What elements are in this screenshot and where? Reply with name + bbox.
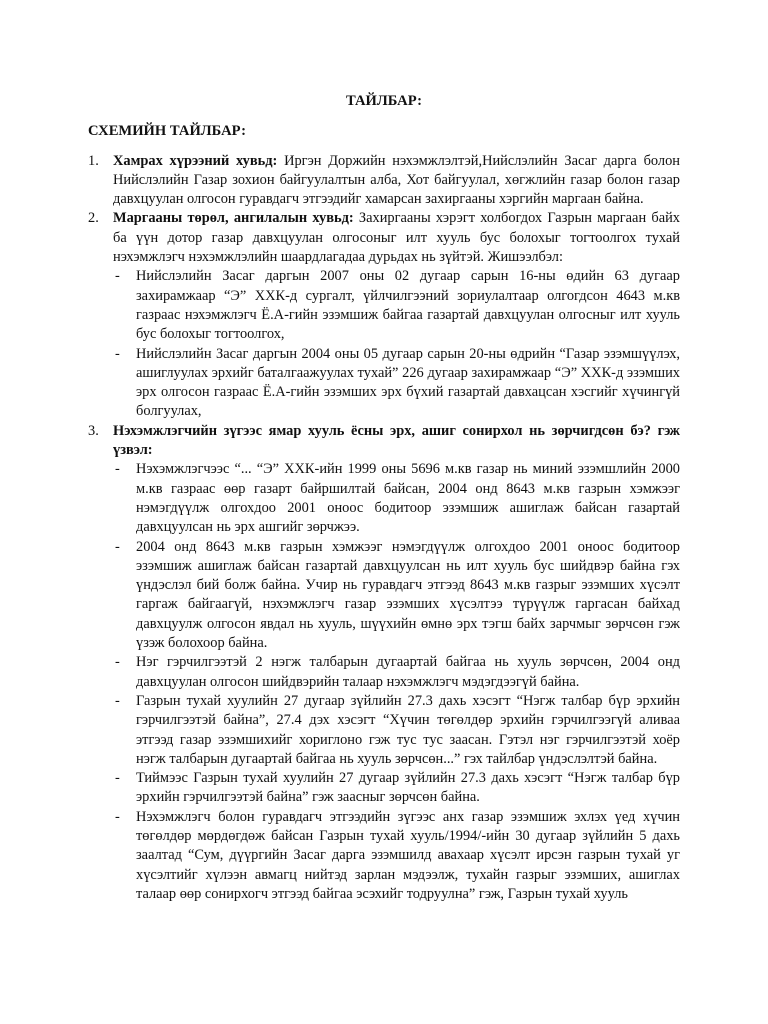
dash-bullet: - — [115, 345, 120, 362]
dash-bullet: - — [115, 692, 120, 709]
explanation-list — [88, 152, 680, 905]
list-item-1 — [88, 152, 680, 210]
dash-list-item — [113, 769, 680, 808]
dash-list-item — [113, 345, 680, 422]
item-paragraph — [113, 422, 680, 461]
item-paragraph — [113, 152, 680, 210]
dash-item-text: Нийслэлийн Засаг даргын 2004 оны 05 дугаар сарын 20-ны өдрийн “Газар эзэмшүүлэх, ашиглуулах эрхийг баталгаажуулах тухай” 226 дугаар захирамжаар “Э” ХХК-д эзэмших эрх олгосон газраас Ё.А-гийн эзэмших эрх бүхий газартай давхацсан хэсгийг хүчингүй болгуулах, — [136, 345, 680, 420]
item-number: 3. — [88, 422, 99, 439]
item-text: Захиргааны хэрэгт холбогдох Газрын маргаан байх ба үүн дотор газар давхцуулан олгосоныг илт хууль бус болохыг тогтоолгох тухай нэхэмжлэгч нэхэмжлэлийн шаардлагадаа дурьдах нь зүйтэй. Жишээлбэл: — [113, 210, 680, 266]
item-paragraph — [113, 209, 680, 267]
dash-list-item — [113, 460, 680, 537]
dash-bullet: - — [115, 654, 120, 671]
item-heading: Хамрах хүрээний хувьд: — [113, 152, 278, 169]
dash-list-item — [113, 267, 680, 344]
item-text: Иргэн Доржийн нэхэмжлэлтэй,Нийслэлийн Засаг дарга болон Нийслэлийн Газар зохион байгуулалтын алба, Хот байгуулал, хөгжлийн газар болон газар давхцуулан олгосон гуравдагч этгээдийг хамарсан захиргааны хэргийн маргаан байна. — [113, 152, 680, 208]
dash-item-text: Газрын тухай хуулийн 27 дугаар зүйлийн 27.3 дахь хэсэгт “Нэгж талбар бүр эрхийн гэрчилгээтэй байна”, 27.4 дэх хэсэгт “Хүчин төгөлдөр эрхийн гэрчилгээгүй аливаа этгээд газар эзэмшихийг хориглоно гэж тус тус заасан. Гэтэл нэг гэрчилгээтэй хоёр нэгж талбарын дугаартай байгаа нь хууль зөрчсөн...” гэх тайлбар үндэслэлтэй байна. — [136, 692, 680, 767]
section-title: СХЕМИЙН ТАЙЛБАР: — [88, 123, 246, 140]
dash-list — [113, 267, 680, 421]
page-title: ТАЙЛБАР: — [345, 93, 423, 109]
dash-item-text: Нэхэмжлэгчээс “... “Э” ХХК-ийн 1999 оны 5696 м.кв газар нь миний эзэмшлийн 2000 м.кв газраас өөр газарт байршилтай байсан, 2004 онд 8643 м.кв газрын хэмжээг нэмэгдүүлж олгохдоо 2001 оноос бодитоор эзэмшиж ашиглаж байсан газартай давхцуулсан нь эрх ашгийг зөрчжээ. — [136, 461, 680, 536]
dash-item-text: Нэг гэрчилгээтэй 2 нэгж талбарын дугаартай байгаа нь хууль зөрчсөн, 2004 онд давхцуулан олгосон шийдвэрийн талаар нэхэмжлэгч мэдэгдээгүй байна. — [136, 654, 680, 690]
dash-bullet: - — [115, 268, 120, 285]
dash-list — [113, 460, 680, 904]
dash-list-item — [113, 808, 680, 904]
dash-list-item — [113, 653, 680, 692]
item-heading: Маргааны төрөл, ангилалын хувьд: — [113, 210, 354, 227]
dash-item-text: Нийслэлийн Засаг даргын 2007 оны 02 дугаар сарын 16-ны өдийн 63 дугаар захирамжаар “Э” ХХК-д сургалт, үйлчилгээний зориулалтаар олгогдсон 4643 м.кв газраас нэхэмжлэгч Ё.А-гийн эзэмшиж байгаа газартай давхцуулан олгосныг илт хууль бус болохыг тогтоолгох, — [136, 268, 680, 343]
dash-list-item — [113, 692, 680, 769]
item-number: 1. — [88, 152, 99, 169]
dash-bullet: - — [115, 461, 120, 478]
dash-item-text: Нэхэмжлэгч болон гуравдагч этгээдийн зүгээс анх газар эзэмшиж эхлэх үед хүчин төгөлдөр мөрдөгдөж байсан Газрын тухай хууль/1994/-ийн 30 дугаар зүйлийн 5 дахь заалтад “Сум, дүүргийн Засаг дарга эзэмшилд авахаар хүсэлт ирсэн газрын тухай уг хүсэлтийг хүлээн авмагц нийтэд зарлан мэдээлж, тухайн газрыг эзэмших, ашиглах талаар өөр сонирхогч этгээд байгаа эсэхийг тодруулна” гэж, Газрын тухай хууль — [136, 808, 680, 902]
item-number: 2. — [88, 210, 99, 227]
dash-item-text: Тиймээс Газрын тухай хуулийн 27 дугаар зүйлийн 27.3 дахь хэсэгт “Нэгж талбар бүр эрхийн гэрчилгээтэй байна” гэж заасныг зөрчсөн байна. — [136, 770, 680, 806]
dash-bullet: - — [115, 808, 120, 825]
item-heading: Нэхэмжлэгчийн зүгээс ямар хууль ёсны эрх, ашиг сонирхол нь зөрчигдсөн бэ? гэж үзвэл: — [113, 422, 680, 459]
dash-list-item — [113, 538, 680, 654]
dash-bullet: - — [115, 770, 120, 787]
dash-item-text: 2004 онд 8643 м.кв газрын хэмжээг нэмэгдүүлж олгохдоо 2001 оноос бодитоор эзэмшиж ашиглаж байсан газартай давхцуулсан нь илт хууль бус шийдвэр байна гэх үндэслэл бий болж байна. Учир нь гуравдагч этгээд 8643 м.кв газрыг эзэмших хүсэлт гаргаж байгаагүй, нэхэмжлэгч газар эзэмших хүсэлтээ түрүүлж гаргасан байхад давхцуулж олгосон явдал нь хууль, шүүхийн өмнө эрх тэгш байх зарчмыг зөрчсөн гэж үзэж болохоор байна. — [136, 538, 680, 652]
dash-bullet: - — [115, 538, 120, 555]
list-item-3 — [88, 422, 680, 904]
list-item-2 — [88, 209, 680, 421]
